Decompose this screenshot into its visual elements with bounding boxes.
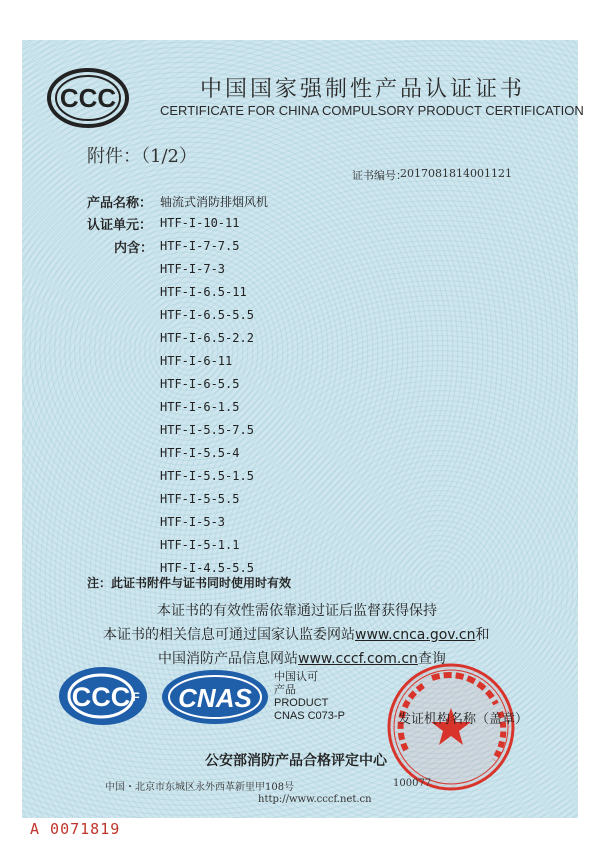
model-item: HTF-I-5-5.5 (160, 492, 240, 506)
model-item: HTF-I-6-11 (160, 354, 233, 368)
address: 中国・北京市东城区永外西革新里甲108号 (105, 782, 295, 793)
validity-line-2 (103, 624, 489, 644)
attachment-label: 附件：（1/2） (87, 146, 197, 167)
cnas-logo-icon (160, 668, 270, 730)
validity-line-2-suffix: 和 (475, 627, 490, 643)
cnas-logo-text: CNAS (178, 683, 252, 713)
cnas-line-2: 产品 (274, 684, 296, 696)
svg-text:CCC: CCC (59, 83, 117, 113)
model-item: HTF-I-5.5-4 (160, 446, 240, 460)
website-link[interactable]: http://www.cccf.net.cn (258, 794, 372, 805)
model-item: HTF-I-6.5-2.2 (160, 331, 254, 345)
model-item: HTF-I-6-5.5 (160, 377, 240, 391)
cert-unit-label: 认证单元： (87, 218, 153, 233)
cnca-link[interactable]: www.cnca.gov.cn (355, 627, 476, 643)
attachment-note: 注：此证书附件与证书同时使用时有效 (87, 576, 292, 590)
model-item: HTF-I-5-1.1 (160, 538, 240, 552)
cnas-accreditation-text (274, 671, 345, 723)
svg-text:CCC: CCC (71, 682, 131, 712)
cnas-line-3: PRODUCT (274, 697, 329, 709)
validity-line-1: 本证书的有效性需依靠通过证后监督获得保持 (157, 603, 437, 619)
serial-number: A 0071819 (30, 820, 121, 838)
ccc-f-logo-icon (57, 665, 149, 731)
model-item: HTF-I-4.5-5.5 (160, 561, 254, 575)
svg-text:F: F (132, 690, 140, 704)
model-item: HTF-I-6.5-5.5 (160, 308, 254, 322)
title-cn: 中国国家强制性产品认证证书 (200, 77, 526, 102)
model-item: HTF-I-5.5-1.5 (160, 469, 254, 483)
model-item: HTF-I-6.5-11 (160, 285, 247, 299)
product-name-label: 产品名称： (87, 196, 153, 211)
contents-label: 内含： (114, 241, 154, 256)
model-item: HTF-I-5-3 (160, 515, 226, 529)
cert-number-label: 证书编号： (352, 169, 407, 182)
cnas-line-1: 中国认可 (274, 671, 318, 683)
validity-line-3-suffix: 查询 (417, 651, 446, 667)
product-name-value: 轴流式消防排烟风机 (160, 195, 269, 209)
validity-line-3-prefix: 中国消防产品信息网站 (158, 651, 298, 667)
model-item: HTF-I-5.5-7.5 (160, 423, 254, 437)
model-item: HTF-I-7-7.5 (160, 239, 240, 253)
cert-number-value: 2017081814001121 (400, 167, 512, 180)
model-item: HTF-I-6-1.5 (160, 400, 240, 414)
issuer-label: 发证机构名称（盖章） (398, 712, 529, 727)
cert-unit-value: HTF-I-10-11 (160, 216, 240, 230)
ccc-mark-icon (47, 68, 129, 132)
title-en: CERTIFICATE FOR CHINA COMPULSORY PRODUCT CERTIFICATION (160, 103, 584, 118)
cccf-link[interactable]: www.cccf.com.cn (298, 651, 418, 667)
validity-line-2-prefix: 本证书的相关信息可通过国家认监委网站 (103, 627, 355, 643)
issuing-center-name: 公安部消防产品合格评定中心 (205, 753, 387, 769)
zip-code: 100077 (393, 778, 432, 789)
cnas-line-4: CNAS C073-P (274, 710, 345, 722)
model-item: HTF-I-7-3 (160, 262, 226, 276)
